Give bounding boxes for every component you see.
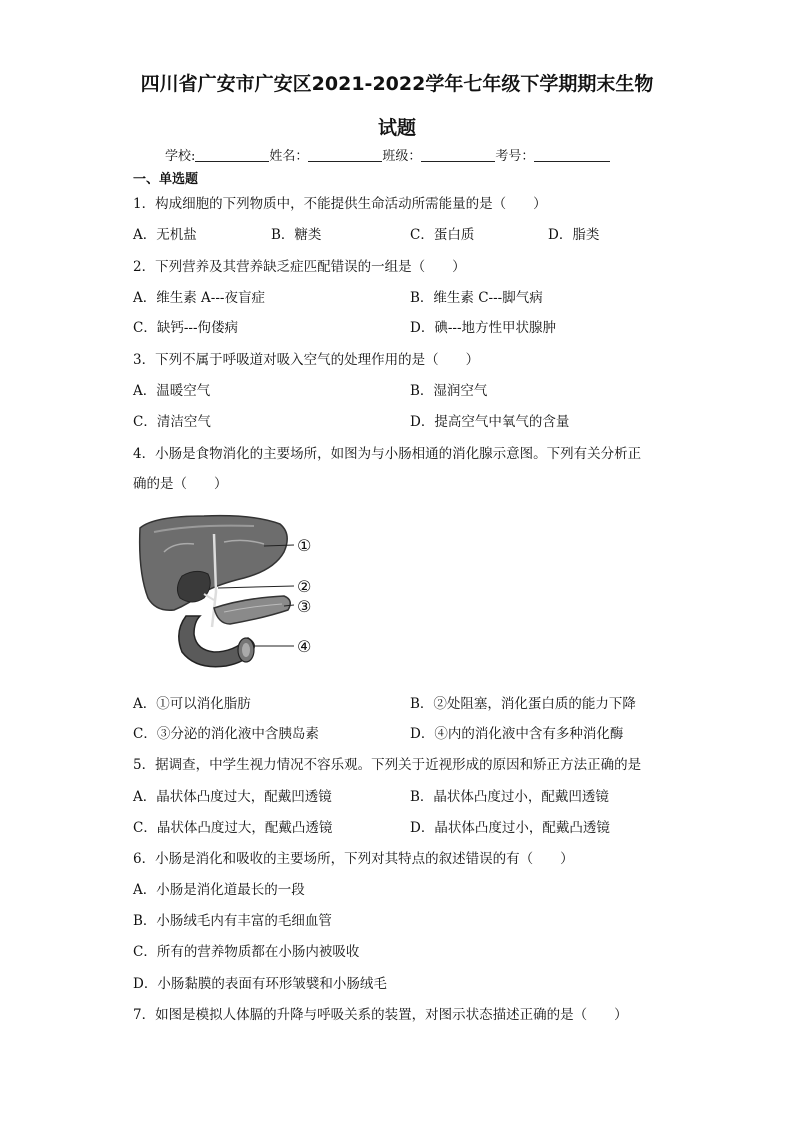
question-4-stem-continued: 确的是（ ） xyxy=(133,476,228,492)
page-title: 四川省广安市广安区2021-2022学年七年级下学期期末生物 xyxy=(140,73,654,95)
section-heading: 一、单选题 xyxy=(133,172,199,187)
question-7-stem: 7．如图是模拟人体膈的升降与呼吸关系的装置，对图示状态描述正确的是（ ） xyxy=(133,1007,628,1023)
class-label: 班级： xyxy=(382,149,422,164)
question-1-stem: 1．构成细胞的下列物质中，不能提供生命活动所需能量的是（ ） xyxy=(133,196,547,212)
number-blank xyxy=(534,149,610,162)
digestive-gland-figure xyxy=(134,512,324,677)
question-5-option-b: B．晶状体凸度过小，配戴凹透镜 xyxy=(410,789,609,805)
question-6-option-d: D．小肠黏膜的表面有环形皱襞和小肠绒毛 xyxy=(133,976,387,992)
question-2-option-c: C．缺钙---佝偻病 xyxy=(133,320,239,336)
number-label: 考号： xyxy=(495,149,535,164)
question-3-option-a: A．温暖空气 xyxy=(133,383,211,399)
question-1-option-c: C．蛋白质 xyxy=(410,227,475,243)
name-blank xyxy=(308,149,382,162)
question-2-option-d: D．碘---地方性甲状腺肿 xyxy=(410,320,557,336)
question-4-stem: 4．小肠是食物消化的主要场所，如图为与小肠相通的消化腺示意图。下列有关分析正 xyxy=(133,446,642,462)
question-1-option-d: D．脂类 xyxy=(548,227,600,243)
class-blank xyxy=(421,149,495,162)
name-label: 姓名： xyxy=(269,149,309,164)
figure-label-3: ③ xyxy=(297,597,312,616)
question-2-option-b: B．维生素 C---脚气病 xyxy=(410,290,543,306)
question-2-stem: 2．下列营养及其营养缺乏症匹配错误的一组是（ ） xyxy=(133,259,466,275)
question-2-option-a: A．维生素 A---夜盲症 xyxy=(133,290,265,306)
question-1-option-b: B．糖类 xyxy=(271,227,322,243)
school-label: 学校: xyxy=(165,149,196,164)
question-5-stem: 5．据调查，中学生视力情况不容乐观。下列关于近视形成的原因和矫正方法正确的是 xyxy=(133,757,642,773)
question-4-option-b: B．②处阻塞，消化蛋白质的能力下降 xyxy=(410,696,636,712)
question-1-option-a: A．无机盐 xyxy=(133,227,197,243)
figure-label-4: ④ xyxy=(297,637,312,656)
question-5-option-d: D．晶状体凸度过小，配戴凸透镜 xyxy=(410,820,610,836)
question-3-stem: 3．下列不属于呼吸道对吸入空气的处理作用的是（ ） xyxy=(133,352,480,368)
question-3-option-c: C．清洁空气 xyxy=(133,414,211,430)
question-6-stem: 6．小肠是消化和吸收的主要场所，下列对其特点的叙述错误的有（ ） xyxy=(133,851,574,867)
question-4-option-c: C．③分泌的消化液中含胰岛素 xyxy=(133,726,319,742)
school-blank xyxy=(195,149,269,162)
question-6-option-a: A．小肠是消化道最长的一段 xyxy=(133,882,305,898)
question-4-option-a: A．①可以消化脂肪 xyxy=(133,696,251,712)
question-5-option-a: A．晶状体凸度过大，配戴凹透镜 xyxy=(133,789,332,805)
question-6-option-b: B．小肠绒毛内有丰富的毛细血管 xyxy=(133,913,332,929)
digestive-gland-illustration xyxy=(134,512,324,677)
page-title-continued: 试题 xyxy=(377,117,416,139)
question-3-option-b: B．湿润空气 xyxy=(410,383,488,399)
student-info-row xyxy=(165,145,610,164)
question-6-option-c: C．所有的营养物质都在小肠内被吸收 xyxy=(133,944,360,960)
question-3-option-d: D．提高空气中氧气的含量 xyxy=(410,414,570,430)
question-4-option-d: D．④内的消化液中含有多种消化酶 xyxy=(410,726,624,742)
figure-label-2: ② xyxy=(297,577,312,596)
question-5-option-c: C．晶状体凸度过大，配戴凸透镜 xyxy=(133,820,333,836)
figure-label-1: ① xyxy=(297,536,312,555)
